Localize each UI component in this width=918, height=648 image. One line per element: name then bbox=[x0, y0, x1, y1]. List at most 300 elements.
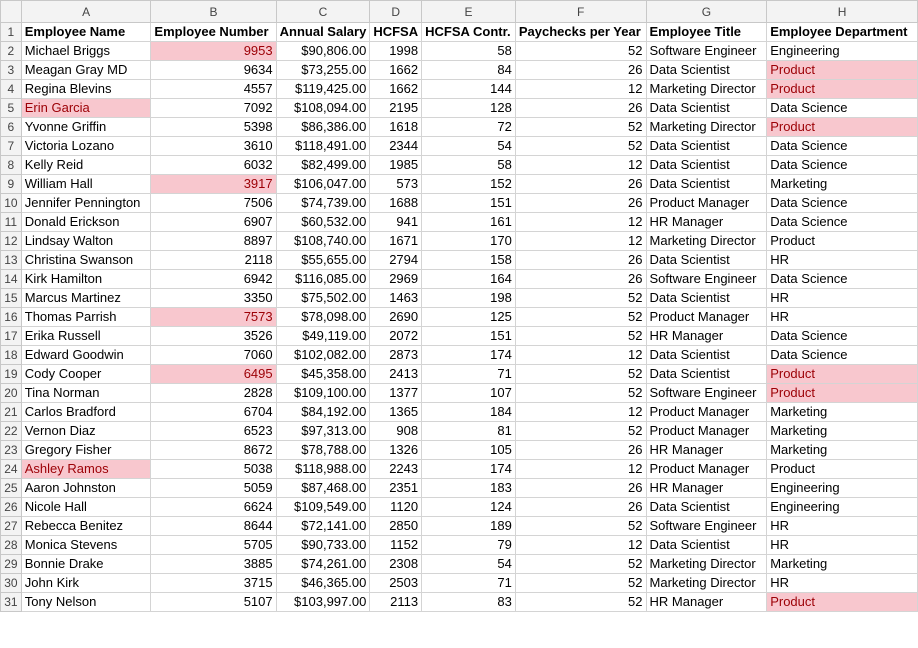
row-number[interactable]: 1 bbox=[1, 23, 22, 42]
cell[interactable]: 2503 bbox=[370, 574, 422, 593]
cell[interactable]: Data Science bbox=[767, 270, 918, 289]
cell[interactable]: John Kirk bbox=[21, 574, 151, 593]
cell[interactable]: Lindsay Walton bbox=[21, 232, 151, 251]
cell[interactable]: 5705 bbox=[151, 536, 276, 555]
cell[interactable]: $75,502.00 bbox=[276, 289, 370, 308]
cell[interactable]: $118,988.00 bbox=[276, 460, 370, 479]
cell[interactable]: 9953 bbox=[151, 42, 276, 61]
cell[interactable]: Data Scientist bbox=[646, 137, 767, 156]
row-number[interactable]: 12 bbox=[1, 232, 22, 251]
cell[interactable]: Data Scientist bbox=[646, 251, 767, 270]
cell[interactable]: 52 bbox=[515, 593, 646, 612]
cell[interactable]: $108,094.00 bbox=[276, 99, 370, 118]
header-cell[interactable]: Paychecks per Year bbox=[515, 23, 646, 42]
cell[interactable]: 52 bbox=[515, 365, 646, 384]
cell[interactable]: Marketing Director bbox=[646, 80, 767, 99]
cell[interactable]: Marketing bbox=[767, 422, 918, 441]
cell[interactable]: Data Science bbox=[767, 137, 918, 156]
table-row bbox=[1, 384, 918, 403]
row-number[interactable]: 31 bbox=[1, 593, 22, 612]
cell[interactable]: $118,491.00 bbox=[276, 137, 370, 156]
cell[interactable]: 184 bbox=[422, 403, 516, 422]
cell[interactable]: 79 bbox=[422, 536, 516, 555]
cell[interactable]: 1463 bbox=[370, 289, 422, 308]
cell[interactable]: Marketing bbox=[767, 441, 918, 460]
cell[interactable]: Engineering bbox=[767, 479, 918, 498]
cell[interactable]: Software Engineer bbox=[646, 270, 767, 289]
cell[interactable]: 1120 bbox=[370, 498, 422, 517]
cell[interactable]: 164 bbox=[422, 270, 516, 289]
cell[interactable]: HR Manager bbox=[646, 213, 767, 232]
table-header-row bbox=[1, 23, 918, 42]
header-cell[interactable]: Employee Name bbox=[21, 23, 151, 42]
cell[interactable]: $74,261.00 bbox=[276, 555, 370, 574]
cell[interactable]: 84 bbox=[422, 61, 516, 80]
cell[interactable]: 52 bbox=[515, 289, 646, 308]
cell[interactable]: 124 bbox=[422, 498, 516, 517]
cell[interactable]: $106,047.00 bbox=[276, 175, 370, 194]
cell[interactable]: 54 bbox=[422, 137, 516, 156]
cell[interactable]: Thomas Parrish bbox=[21, 308, 151, 327]
cell[interactable]: HR bbox=[767, 289, 918, 308]
table-row bbox=[1, 118, 918, 137]
row-number[interactable]: 28 bbox=[1, 536, 22, 555]
cell[interactable]: 2072 bbox=[370, 327, 422, 346]
cell[interactable]: 12 bbox=[515, 156, 646, 175]
cell[interactable]: 105 bbox=[422, 441, 516, 460]
cell[interactable]: Product bbox=[767, 118, 918, 137]
row-number[interactable]: 27 bbox=[1, 517, 22, 536]
table-row bbox=[1, 232, 918, 251]
cell[interactable]: 125 bbox=[422, 308, 516, 327]
cell[interactable]: $86,386.00 bbox=[276, 118, 370, 137]
cell[interactable]: 52 bbox=[515, 308, 646, 327]
cell[interactable]: Product bbox=[767, 61, 918, 80]
cell[interactable]: Aaron Johnston bbox=[21, 479, 151, 498]
cell[interactable]: 26 bbox=[515, 251, 646, 270]
cell[interactable]: 6032 bbox=[151, 156, 276, 175]
cell[interactable]: Bonnie Drake bbox=[21, 555, 151, 574]
cell[interactable]: HR bbox=[767, 251, 918, 270]
cell[interactable]: $82,499.00 bbox=[276, 156, 370, 175]
cell[interactable]: Erika Russell bbox=[21, 327, 151, 346]
header-cell[interactable]: Employee Department bbox=[767, 23, 918, 42]
cell[interactable]: 2828 bbox=[151, 384, 276, 403]
cell[interactable]: HR bbox=[767, 517, 918, 536]
row-number[interactable]: 19 bbox=[1, 365, 22, 384]
cell[interactable]: Yvonne Griffin bbox=[21, 118, 151, 137]
cell[interactable]: 26 bbox=[515, 194, 646, 213]
cell[interactable]: 128 bbox=[422, 99, 516, 118]
row-number[interactable]: 13 bbox=[1, 251, 22, 270]
cell[interactable]: 1377 bbox=[370, 384, 422, 403]
cell[interactable]: Data Science bbox=[767, 346, 918, 365]
cell[interactable]: $60,532.00 bbox=[276, 213, 370, 232]
cell[interactable]: 54 bbox=[422, 555, 516, 574]
cell[interactable]: 6495 bbox=[151, 365, 276, 384]
cell[interactable]: Software Engineer bbox=[646, 517, 767, 536]
cell[interactable]: 6704 bbox=[151, 403, 276, 422]
cell[interactable]: HR Manager bbox=[646, 593, 767, 612]
cell[interactable]: 2351 bbox=[370, 479, 422, 498]
cell[interactable]: 1662 bbox=[370, 61, 422, 80]
cell[interactable]: 908 bbox=[370, 422, 422, 441]
row-number[interactable]: 8 bbox=[1, 156, 22, 175]
table-row bbox=[1, 555, 918, 574]
column-header-d[interactable]: D bbox=[370, 1, 422, 23]
cell[interactable]: Marketing Director bbox=[646, 232, 767, 251]
column-header-b[interactable]: B bbox=[151, 1, 276, 23]
cell[interactable]: Data Scientist bbox=[646, 498, 767, 517]
cell[interactable]: HR bbox=[767, 574, 918, 593]
cell[interactable]: 3526 bbox=[151, 327, 276, 346]
row-number[interactable]: 6 bbox=[1, 118, 22, 137]
row-number[interactable]: 15 bbox=[1, 289, 22, 308]
cell[interactable]: Data Scientist bbox=[646, 536, 767, 555]
cell[interactable]: Data Science bbox=[767, 213, 918, 232]
cell[interactable]: 5107 bbox=[151, 593, 276, 612]
cell[interactable]: 2243 bbox=[370, 460, 422, 479]
cell[interactable]: Engineering bbox=[767, 498, 918, 517]
cell[interactable]: $55,655.00 bbox=[276, 251, 370, 270]
cell[interactable]: Marketing Director bbox=[646, 555, 767, 574]
column-header-h[interactable]: H bbox=[767, 1, 918, 23]
row-number[interactable]: 9 bbox=[1, 175, 22, 194]
cell[interactable]: 2113 bbox=[370, 593, 422, 612]
cell[interactable]: 3885 bbox=[151, 555, 276, 574]
cell[interactable]: 26 bbox=[515, 441, 646, 460]
cell[interactable]: Data Scientist bbox=[646, 175, 767, 194]
cell[interactable]: Marketing bbox=[767, 555, 918, 574]
cell[interactable]: HR Manager bbox=[646, 479, 767, 498]
cell[interactable]: 1365 bbox=[370, 403, 422, 422]
cell[interactable]: 3917 bbox=[151, 175, 276, 194]
cell[interactable]: 6942 bbox=[151, 270, 276, 289]
cell[interactable]: 52 bbox=[515, 118, 646, 137]
cell[interactable]: Kelly Reid bbox=[21, 156, 151, 175]
cell[interactable]: 1985 bbox=[370, 156, 422, 175]
cell[interactable]: Data Scientist bbox=[646, 61, 767, 80]
cell[interactable]: $72,141.00 bbox=[276, 517, 370, 536]
cell[interactable]: $103,997.00 bbox=[276, 593, 370, 612]
row-number[interactable]: 14 bbox=[1, 270, 22, 289]
cell[interactable]: Marketing bbox=[767, 403, 918, 422]
cell[interactable]: Edward Goodwin bbox=[21, 346, 151, 365]
cell[interactable]: $119,425.00 bbox=[276, 80, 370, 99]
cell[interactable]: 26 bbox=[515, 61, 646, 80]
cell[interactable]: Product bbox=[767, 232, 918, 251]
cell[interactable]: 161 bbox=[422, 213, 516, 232]
cell[interactable]: 2969 bbox=[370, 270, 422, 289]
row-number[interactable]: 16 bbox=[1, 308, 22, 327]
cell[interactable]: 52 bbox=[515, 422, 646, 441]
cell[interactable]: Data Science bbox=[767, 156, 918, 175]
cell[interactable]: 1688 bbox=[370, 194, 422, 213]
cell[interactable]: Data Science bbox=[767, 99, 918, 118]
header-cell[interactable]: HCFSA bbox=[370, 23, 422, 42]
cell[interactable]: Ashley Ramos bbox=[21, 460, 151, 479]
table-row bbox=[1, 99, 918, 118]
cell[interactable]: 158 bbox=[422, 251, 516, 270]
row-number[interactable]: 29 bbox=[1, 555, 22, 574]
cell[interactable]: Product bbox=[767, 365, 918, 384]
cell[interactable]: 2690 bbox=[370, 308, 422, 327]
cell[interactable]: Product Manager bbox=[646, 194, 767, 213]
cell[interactable]: 71 bbox=[422, 574, 516, 593]
cell[interactable]: Product Manager bbox=[646, 403, 767, 422]
cell[interactable]: Tina Norman bbox=[21, 384, 151, 403]
cell[interactable]: 8672 bbox=[151, 441, 276, 460]
cell[interactable]: Marketing Director bbox=[646, 118, 767, 137]
cell[interactable]: Marketing Director bbox=[646, 574, 767, 593]
cell[interactable]: Marcus Martinez bbox=[21, 289, 151, 308]
row-number[interactable]: 11 bbox=[1, 213, 22, 232]
cell[interactable]: Nicole Hall bbox=[21, 498, 151, 517]
cell[interactable]: 7092 bbox=[151, 99, 276, 118]
header-cell[interactable]: Employee Title bbox=[646, 23, 767, 42]
cell[interactable]: 8897 bbox=[151, 232, 276, 251]
row-number[interactable]: 30 bbox=[1, 574, 22, 593]
cell[interactable]: Product bbox=[767, 460, 918, 479]
cell[interactable]: $108,740.00 bbox=[276, 232, 370, 251]
row-number[interactable]: 23 bbox=[1, 441, 22, 460]
cell[interactable]: Product Manager bbox=[646, 460, 767, 479]
cell[interactable]: 52 bbox=[515, 327, 646, 346]
cell[interactable]: 2195 bbox=[370, 99, 422, 118]
cell[interactable]: $87,468.00 bbox=[276, 479, 370, 498]
cell[interactable]: 26 bbox=[515, 175, 646, 194]
cell[interactable]: 170 bbox=[422, 232, 516, 251]
cell[interactable]: 1618 bbox=[370, 118, 422, 137]
cell[interactable]: Christina Swanson bbox=[21, 251, 151, 270]
cell[interactable]: Gregory Fisher bbox=[21, 441, 151, 460]
cell[interactable]: $78,788.00 bbox=[276, 441, 370, 460]
cell[interactable]: 7573 bbox=[151, 308, 276, 327]
cell[interactable]: Kirk Hamilton bbox=[21, 270, 151, 289]
cell[interactable]: 52 bbox=[515, 137, 646, 156]
cell[interactable]: Product bbox=[767, 593, 918, 612]
cell[interactable]: Donald Erickson bbox=[21, 213, 151, 232]
cell[interactable]: 26 bbox=[515, 270, 646, 289]
row-number[interactable]: 10 bbox=[1, 194, 22, 213]
cell[interactable]: 52 bbox=[515, 574, 646, 593]
cell[interactable]: 7506 bbox=[151, 194, 276, 213]
cell[interactable]: 3715 bbox=[151, 574, 276, 593]
cell[interactable]: 8644 bbox=[151, 517, 276, 536]
cell[interactable]: 26 bbox=[515, 479, 646, 498]
cell[interactable]: 941 bbox=[370, 213, 422, 232]
row-number[interactable]: 22 bbox=[1, 422, 22, 441]
row-number[interactable]: 17 bbox=[1, 327, 22, 346]
cell[interactable]: 174 bbox=[422, 460, 516, 479]
header-cell[interactable]: Employee Number bbox=[151, 23, 276, 42]
cell[interactable]: HR bbox=[767, 536, 918, 555]
cell[interactable]: Michael Briggs bbox=[21, 42, 151, 61]
cell[interactable]: 58 bbox=[422, 42, 516, 61]
cell[interactable]: 58 bbox=[422, 156, 516, 175]
cell[interactable]: 573 bbox=[370, 175, 422, 194]
column-header-g[interactable]: G bbox=[646, 1, 767, 23]
column-header-c[interactable]: C bbox=[276, 1, 370, 23]
cell[interactable]: 12 bbox=[515, 460, 646, 479]
cell[interactable]: 3610 bbox=[151, 137, 276, 156]
cell[interactable]: $84,192.00 bbox=[276, 403, 370, 422]
cell[interactable]: 12 bbox=[515, 346, 646, 365]
cell[interactable]: $49,119.00 bbox=[276, 327, 370, 346]
cell[interactable]: 198 bbox=[422, 289, 516, 308]
cell[interactable]: 12 bbox=[515, 232, 646, 251]
cell[interactable]: Data Science bbox=[767, 194, 918, 213]
cell[interactable]: Erin Garcia bbox=[21, 99, 151, 118]
cell[interactable]: Software Engineer bbox=[646, 42, 767, 61]
cell[interactable]: $90,806.00 bbox=[276, 42, 370, 61]
cell[interactable]: 2794 bbox=[370, 251, 422, 270]
cell[interactable]: Meagan Gray MD bbox=[21, 61, 151, 80]
cell[interactable]: 152 bbox=[422, 175, 516, 194]
cell[interactable]: 52 bbox=[515, 517, 646, 536]
column-header-f[interactable]: F bbox=[515, 1, 646, 23]
cell[interactable]: $97,313.00 bbox=[276, 422, 370, 441]
cell[interactable]: Marketing bbox=[767, 175, 918, 194]
cell[interactable]: 2873 bbox=[370, 346, 422, 365]
cell[interactable]: 2413 bbox=[370, 365, 422, 384]
cell[interactable]: 6624 bbox=[151, 498, 276, 517]
cell[interactable]: Rebecca Benitez bbox=[21, 517, 151, 536]
cell[interactable]: $90,733.00 bbox=[276, 536, 370, 555]
row-number[interactable]: 20 bbox=[1, 384, 22, 403]
table-row bbox=[1, 346, 918, 365]
cell[interactable]: 12 bbox=[515, 403, 646, 422]
cell[interactable]: Product Manager bbox=[646, 422, 767, 441]
cell[interactable]: 71 bbox=[422, 365, 516, 384]
row-number[interactable]: 21 bbox=[1, 403, 22, 422]
cell[interactable]: 1326 bbox=[370, 441, 422, 460]
cell[interactable]: 3350 bbox=[151, 289, 276, 308]
cell[interactable]: 12 bbox=[515, 213, 646, 232]
cell[interactable]: Data Scientist bbox=[646, 156, 767, 175]
table-row bbox=[1, 213, 918, 232]
cell[interactable]: 7060 bbox=[151, 346, 276, 365]
cell[interactable]: 6523 bbox=[151, 422, 276, 441]
cell[interactable]: 1152 bbox=[370, 536, 422, 555]
cell[interactable]: Data Scientist bbox=[646, 365, 767, 384]
cell[interactable]: 26 bbox=[515, 99, 646, 118]
header-cell[interactable]: Annual Salary bbox=[276, 23, 370, 42]
cell[interactable]: Data Scientist bbox=[646, 99, 767, 118]
cell[interactable]: $102,082.00 bbox=[276, 346, 370, 365]
cell[interactable]: 2850 bbox=[370, 517, 422, 536]
cell[interactable]: Engineering bbox=[767, 42, 918, 61]
cell[interactable]: Product bbox=[767, 384, 918, 403]
cell[interactable]: 12 bbox=[515, 80, 646, 99]
cell[interactable]: Cody Cooper bbox=[21, 365, 151, 384]
cell[interactable]: Product bbox=[767, 80, 918, 99]
cell[interactable]: $73,255.00 bbox=[276, 61, 370, 80]
cell[interactable]: Software Engineer bbox=[646, 384, 767, 403]
row-number[interactable]: 25 bbox=[1, 479, 22, 498]
cell[interactable]: $109,100.00 bbox=[276, 384, 370, 403]
cell[interactable]: 183 bbox=[422, 479, 516, 498]
cell[interactable]: HR Manager bbox=[646, 327, 767, 346]
cell[interactable]: 144 bbox=[422, 80, 516, 99]
row-number[interactable]: 7 bbox=[1, 137, 22, 156]
cell[interactable]: 107 bbox=[422, 384, 516, 403]
cell[interactable]: $109,549.00 bbox=[276, 498, 370, 517]
cell[interactable]: $74,739.00 bbox=[276, 194, 370, 213]
cell[interactable]: 1998 bbox=[370, 42, 422, 61]
cell[interactable]: Victoria Lozano bbox=[21, 137, 151, 156]
row-number[interactable]: 26 bbox=[1, 498, 22, 517]
row-number[interactable]: 5 bbox=[1, 99, 22, 118]
cell[interactable]: Data Scientist bbox=[646, 289, 767, 308]
cell[interactable]: HR bbox=[767, 308, 918, 327]
cell[interactable]: Monica Stevens bbox=[21, 536, 151, 555]
cell[interactable]: Product Manager bbox=[646, 308, 767, 327]
cell[interactable]: 12 bbox=[515, 536, 646, 555]
row-number[interactable]: 24 bbox=[1, 460, 22, 479]
header-cell[interactable]: HCFSA Contr. bbox=[422, 23, 516, 42]
row-number[interactable]: 2 bbox=[1, 42, 22, 61]
cell[interactable]: 72 bbox=[422, 118, 516, 137]
cell[interactable]: 6907 bbox=[151, 213, 276, 232]
cell[interactable]: Carlos Bradford bbox=[21, 403, 151, 422]
cell[interactable]: 52 bbox=[515, 555, 646, 574]
column-header-a[interactable]: A bbox=[21, 1, 151, 23]
cell[interactable]: 5038 bbox=[151, 460, 276, 479]
row-number[interactable]: 18 bbox=[1, 346, 22, 365]
cell[interactable]: 52 bbox=[515, 42, 646, 61]
cell[interactable]: 151 bbox=[422, 194, 516, 213]
table-row bbox=[1, 365, 918, 384]
cell[interactable]: 174 bbox=[422, 346, 516, 365]
cell[interactable]: 9634 bbox=[151, 61, 276, 80]
cell[interactable]: Regina Blevins bbox=[21, 80, 151, 99]
cell[interactable]: Data Science bbox=[767, 327, 918, 346]
cell[interactable]: 52 bbox=[515, 384, 646, 403]
cell[interactable]: 2308 bbox=[370, 555, 422, 574]
select-all-corner[interactable] bbox=[1, 1, 22, 23]
cell[interactable]: 5059 bbox=[151, 479, 276, 498]
cell[interactable]: William Hall bbox=[21, 175, 151, 194]
row-number[interactable]: 4 bbox=[1, 80, 22, 99]
cell[interactable]: 1671 bbox=[370, 232, 422, 251]
cell[interactable]: 151 bbox=[422, 327, 516, 346]
row-number[interactable]: 3 bbox=[1, 61, 22, 80]
column-header-e[interactable]: E bbox=[422, 1, 516, 23]
cell[interactable]: Tony Nelson bbox=[21, 593, 151, 612]
cell[interactable]: 81 bbox=[422, 422, 516, 441]
cell[interactable]: 189 bbox=[422, 517, 516, 536]
cell[interactable]: 2344 bbox=[370, 137, 422, 156]
cell[interactable]: HR Manager bbox=[646, 441, 767, 460]
cell[interactable]: 1662 bbox=[370, 80, 422, 99]
cell[interactable]: Vernon Diaz bbox=[21, 422, 151, 441]
cell[interactable]: $116,085.00 bbox=[276, 270, 370, 289]
table-row bbox=[1, 479, 918, 498]
cell[interactable]: Data Scientist bbox=[646, 346, 767, 365]
table-row bbox=[1, 536, 918, 555]
cell[interactable]: 2118 bbox=[151, 251, 276, 270]
cell[interactable]: 26 bbox=[515, 498, 646, 517]
cell[interactable]: 83 bbox=[422, 593, 516, 612]
cell[interactable]: 4557 bbox=[151, 80, 276, 99]
table-row bbox=[1, 289, 918, 308]
cell[interactable]: $78,098.00 bbox=[276, 308, 370, 327]
cell[interactable]: Jennifer Pennington bbox=[21, 194, 151, 213]
cell[interactable]: 5398 bbox=[151, 118, 276, 137]
cell[interactable]: $45,358.00 bbox=[276, 365, 370, 384]
cell[interactable]: $46,365.00 bbox=[276, 574, 370, 593]
